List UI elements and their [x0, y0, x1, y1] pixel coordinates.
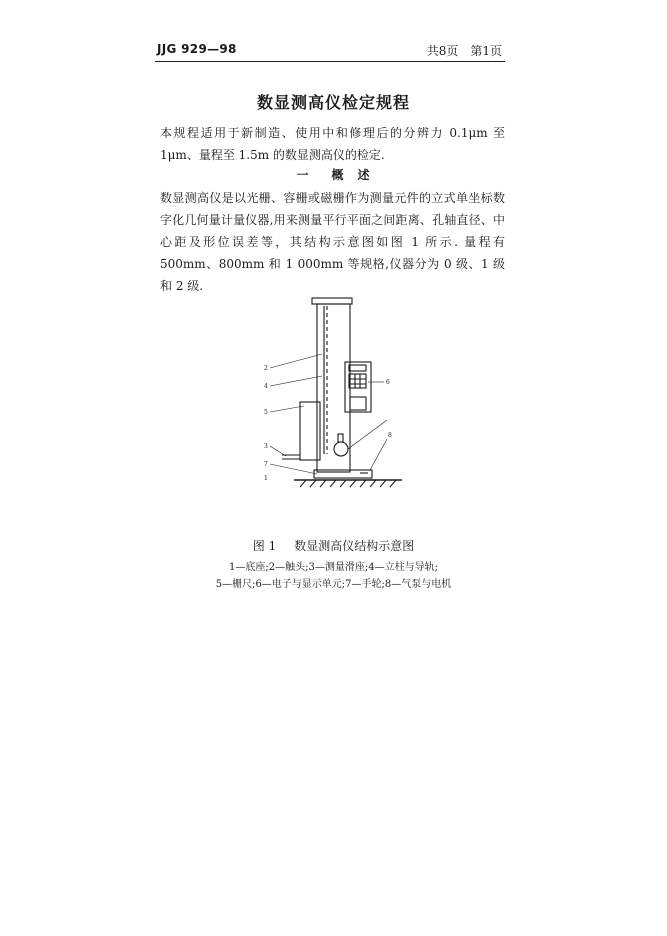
section-title: 概 述 — [331, 168, 371, 182]
height-gauge-drawing — [262, 294, 412, 494]
figure-legend-line-2: 5—栅尺;6—电子与显示单元;7—手轮;8—气泵与电机 — [215, 579, 452, 590]
header-divider — [155, 61, 505, 62]
figure-label-5: 7 — [264, 461, 268, 468]
hand-wheel — [334, 442, 348, 456]
figure-label-4: 3 — [264, 443, 268, 450]
figure-label-6: 1 — [264, 475, 268, 482]
column-cap — [312, 298, 352, 304]
keypad — [349, 374, 366, 388]
figure-title: 数显测高仪结构示意图 — [294, 539, 415, 553]
scope-paragraph: 本规程适用于新制造、使用中和修理后的分辨力 0.1μm 至 1μm、量程至 1.5m 的数显测高仪的检定. — [160, 126, 505, 162]
figure-label-1: 2 — [264, 365, 268, 372]
figure-label-3: 5 — [264, 409, 268, 416]
document-title: 数显测高仪检定规程 — [256, 93, 410, 112]
base — [314, 470, 372, 478]
section-heading — [0, 166, 667, 183]
structure-diagram — [262, 294, 412, 494]
figure-legend-line-1: 1—底座;2—触头;3—测量滑座;4—立柱与导轨; — [229, 562, 438, 573]
total-pages: 共8页 — [426, 44, 459, 58]
page-number: 第1页 — [470, 44, 502, 58]
figure-label-7: 6 — [386, 379, 390, 386]
document-code: JJG 929—98 — [157, 42, 237, 56]
overview-paragraph: 数显测高仪是以光栅、容栅或磁栅作为测量元件的立式单坐标数字化几何量计量仪器,用来测量平行平面之间距离、孔轴直径、中心距及形位误差等，其结构示意图如图 1 所示. 量程有 500mm、800mm 和 1 000mm 等规格,仪器分为 0 级、1 级和 2 级. — [160, 191, 505, 293]
section-number: 一 — [296, 168, 310, 182]
figure-label-2: 4 — [264, 383, 268, 390]
figure-label-8: 8 — [388, 432, 392, 439]
figure-caption — [0, 537, 667, 554]
page-info — [415, 42, 502, 59]
figure-number: 图 1 — [252, 539, 277, 553]
page-header — [157, 40, 502, 62]
